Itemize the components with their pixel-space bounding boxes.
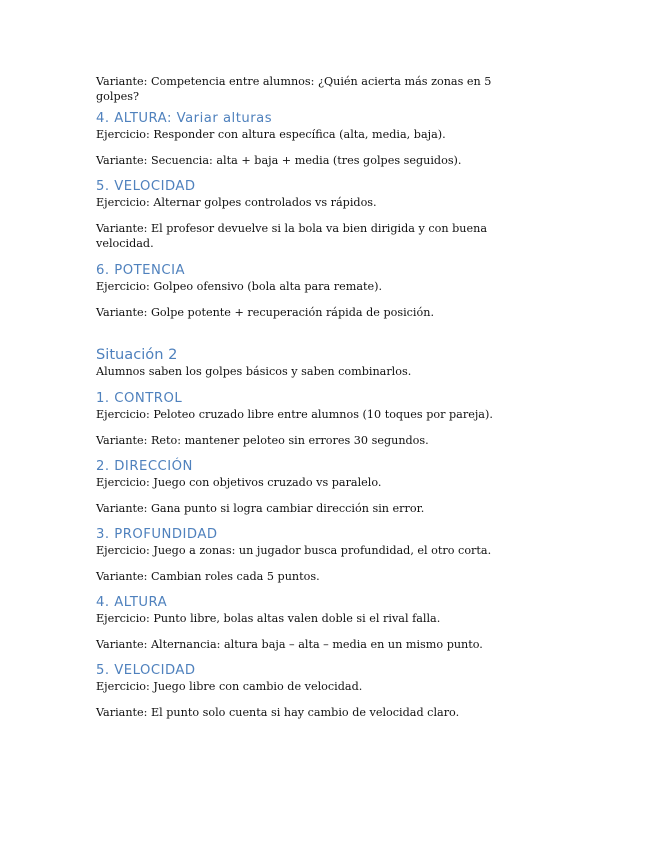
exercise-paragraph: Ejercicio: Responder con altura específica (alta, media, baja). <box>96 128 446 141</box>
situation-description: Alumnos saben los golpes básicos y saben combinarlos. <box>96 365 412 378</box>
section-heading-altura: 4. ALTURA <box>96 595 168 610</box>
section-heading-velocidad: 5. VELOCIDAD <box>96 663 196 678</box>
variant-paragraph: Variante: Competencia entre alumnos: ¿Quién acierta más zonas en 5 golpes? <box>96 75 492 103</box>
document-page <box>96 74 536 720</box>
variant-paragraph: Variante: El punto solo cuenta si hay cambio de velocidad claro. <box>96 706 460 719</box>
exercise-paragraph: Ejercicio: Juego con objetivos cruzado vs paralelo. <box>96 476 382 489</box>
section-heading-altura: 4. ALTURA: Variar alturas <box>96 111 273 126</box>
section-heading-potencia: 6. POTENCIA <box>96 263 185 278</box>
variant-paragraph: Variante: Golpe potente + recuperación rápida de posición. <box>96 306 434 319</box>
exercise-paragraph: Ejercicio: Peloteo cruzado libre entre alumnos (10 toques por pareja). <box>96 408 493 421</box>
variant-paragraph: Variante: Alternancia: altura baja – alta – media en un mismo punto. <box>96 638 483 651</box>
section-heading-velocidad: 5. VELOCIDAD <box>96 179 196 194</box>
section-heading-profundidad: 3. PROFUNDIDAD <box>96 527 218 542</box>
variant-paragraph: Variante: Gana punto si logra cambiar dirección sin error. <box>96 502 425 515</box>
exercise-paragraph: Ejercicio: Juego libre con cambio de velocidad. <box>96 680 363 693</box>
section-heading-direccion: 2. DIRECCIÓN <box>96 459 193 474</box>
exercise-paragraph: Ejercicio: Juego a zonas: un jugador busca profundidad, el otro corta. <box>96 544 492 557</box>
variant-paragraph: Variante: Reto: mantener peloteo sin errores 30 segundos. <box>96 434 429 447</box>
variant-paragraph: Variante: Cambian roles cada 5 puntos. <box>96 570 320 583</box>
variant-paragraph: Variante: El profesor devuelve si la bola va bien dirigida y con buena velocidad. <box>96 222 487 250</box>
exercise-paragraph: Ejercicio: Golpeo ofensivo (bola alta para remate). <box>96 280 383 293</box>
exercise-paragraph: Ejercicio: Punto libre, bolas altas valen doble si el rival falla. <box>96 612 441 625</box>
section-heading-control: 1. CONTROL <box>96 391 183 406</box>
variant-paragraph: Variante: Secuencia: alta + baja + media (tres golpes seguidos). <box>96 154 462 167</box>
situation-heading: Situación 2 <box>96 346 178 363</box>
exercise-paragraph: Ejercicio: Alternar golpes controlados vs rápidos. <box>96 196 377 209</box>
